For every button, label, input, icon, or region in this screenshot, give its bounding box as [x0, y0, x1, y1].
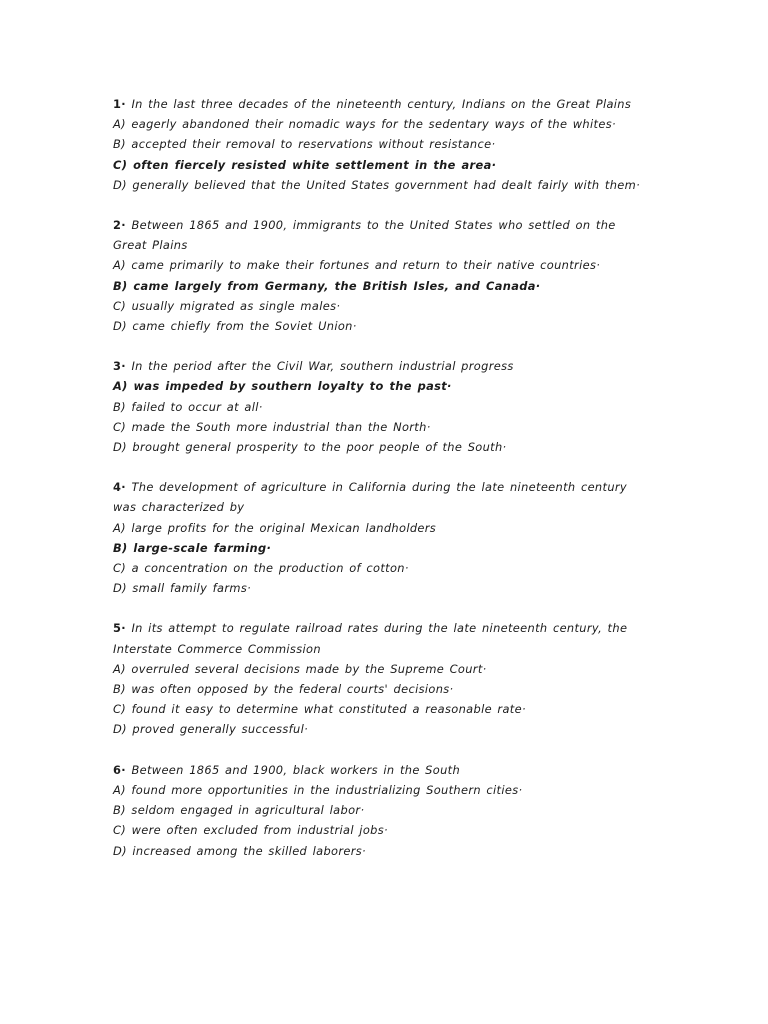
- question-5: [113, 618, 653, 739]
- option-d: D) brought general prosperity to the poor people of the South·: [113, 440, 507, 455]
- option-d: D) generally believed that the United States government had dealt fairly with them·: [113, 177, 641, 192]
- option-b-correct: B) came largely from Germany, the British Isles, and Canada·: [113, 278, 541, 293]
- option-d: D) came chiefly from the Soviet Union·: [113, 319, 357, 334]
- option-c-correct: C) often fiercely resisted white settlement in the area·: [113, 157, 497, 172]
- question-1: [113, 94, 653, 195]
- question-3: [113, 356, 653, 457]
- question-number: 6·: [113, 762, 126, 777]
- question-stem: [113, 477, 653, 517]
- question-number: 5·: [113, 621, 126, 636]
- option-b: B) seldom engaged in agricultural labor·: [113, 803, 365, 818]
- question-stem: [113, 215, 653, 255]
- question-stem: [113, 760, 653, 780]
- question-number: 1·: [113, 97, 126, 111]
- option-d: D) proved generally successful·: [113, 722, 309, 737]
- question-text: In its attempt to regulate railroad rates during the late nineteenth century, the Interstate Commerce Commission: [113, 621, 628, 656]
- option-c: C) were often excluded from industrial jobs·: [113, 823, 388, 838]
- option-a: A) eagerly abandoned their nomadic ways for the sedentary ways of the whites·: [113, 117, 616, 132]
- option-b: B) accepted their removal to reservations without resistance·: [113, 137, 496, 152]
- option-b: B) failed to occur at all·: [113, 399, 263, 414]
- question-text: The development of agriculture in California during the late nineteenth century was characterized by: [113, 480, 628, 515]
- question-6: [113, 760, 653, 861]
- quiz-document: [113, 94, 653, 881]
- option-c: C) a concentration on the production of cotton·: [113, 561, 409, 576]
- option-c: C) found it easy to determine what constituted a reasonable rate·: [113, 702, 526, 717]
- question-2: [113, 215, 653, 336]
- option-d: D) increased among the skilled laborers·: [113, 843, 367, 858]
- option-b-correct: B) large-scale farming·: [113, 540, 272, 555]
- question-text: In the last three decades of the nineteenth century, Indians on the Great Plains: [131, 97, 632, 111]
- option-c: C) made the South more industrial than the North·: [113, 419, 431, 434]
- question-4: [113, 477, 653, 598]
- option-b: B) was often opposed by the federal courts' decisions·: [113, 682, 454, 697]
- question-text: In the period after the Civil War, southern industrial progress: [131, 359, 514, 374]
- option-a: A) overruled several decisions made by the Supreme Court·: [113, 661, 487, 676]
- option-d: D) small family farms·: [113, 581, 252, 596]
- question-text: Between 1865 and 1900, immigrants to the United States who settled on the Great Plains: [113, 218, 616, 253]
- question-stem: [113, 356, 653, 376]
- option-a: A) large profits for the original Mexican landholders: [113, 520, 437, 535]
- option-c: C) usually migrated as single males·: [113, 298, 341, 313]
- option-a: A) found more opportunities in the industrializing Southern cities·: [113, 782, 523, 797]
- question-number: 2·: [113, 218, 126, 233]
- option-a: A) came primarily to make their fortunes and return to their native countries·: [113, 258, 601, 273]
- question-number: 3·: [113, 359, 126, 374]
- question-stem: [113, 94, 653, 114]
- question-number: 4·: [113, 480, 126, 495]
- option-a-correct: A) was impeded by southern loyalty to the past·: [113, 379, 452, 394]
- question-stem: [113, 618, 653, 658]
- question-text: Between 1865 and 1900, black workers in the South: [131, 762, 461, 777]
